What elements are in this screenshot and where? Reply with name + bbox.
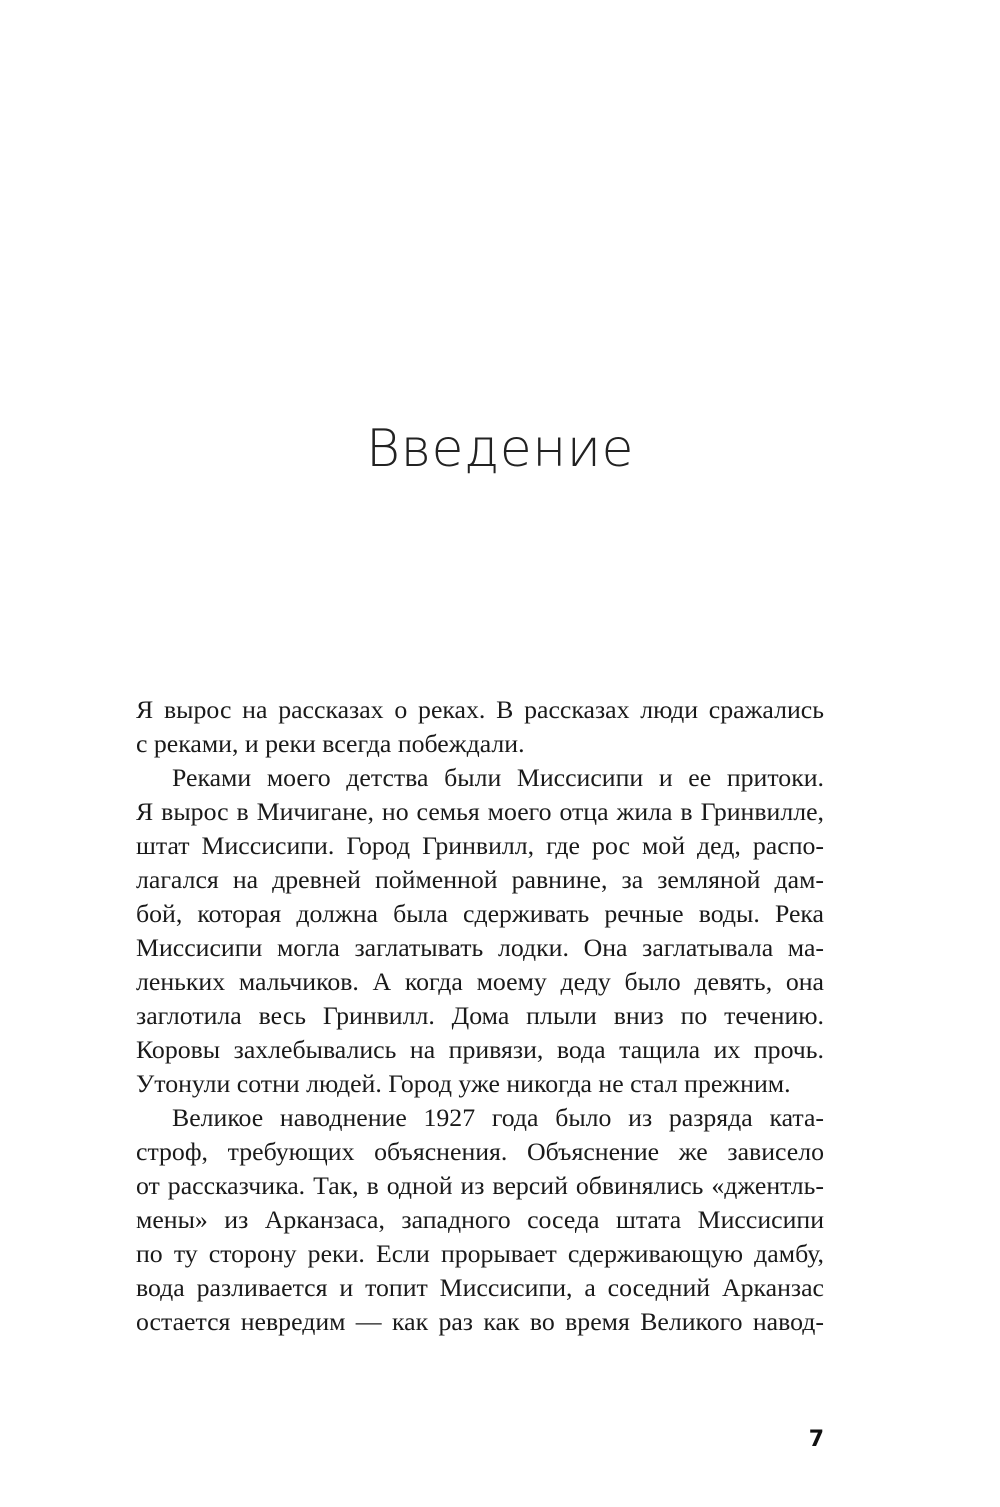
- text-line: мены» из Арканзаса, западного соседа штата Миссисипи: [136, 1205, 824, 1234]
- text-line: с реками, и реки всегда побеждали.: [136, 729, 525, 758]
- text-line: Реками моего детства были Миссисипи и ее притоки.: [172, 763, 824, 792]
- text-line: Я вырос на рассказах о реках. В рассказах люди сражались: [136, 695, 824, 724]
- text-line: леньких мальчиков. А когда моему деду было девять, она: [136, 967, 824, 996]
- text-line: бой, которая должна была сдерживать речные воды. Река: [136, 899, 824, 928]
- body-text: [136, 693, 824, 1339]
- text-line: строф, требующих объяснения. Объяснение же зависело: [136, 1137, 824, 1166]
- text-line: Коровы захлебывались на привязи, вода тащила их прочь.: [136, 1035, 824, 1064]
- text-line: остается невредим — как раз как во время Великого навод-: [136, 1307, 824, 1336]
- text-line: от рассказчика. Так, в одной из версий обвинялись «джентль-: [136, 1171, 824, 1200]
- text-line: по ту сторону реки. Если прорывает сдерживающую дамбу,: [136, 1239, 824, 1268]
- paragraph: [136, 761, 824, 1101]
- paragraph: [136, 693, 824, 761]
- text-line: Великое наводнение 1927 года было из разряда ката-: [172, 1103, 824, 1132]
- text-line: вода разливается и топит Миссисипи, а соседний Арканзас: [136, 1273, 824, 1302]
- text-line: Я вырос в Мичигане, но семья моего отца жила в Гринвилле,: [136, 797, 824, 826]
- text-line: Утонули сотни людей. Город уже никогда не стал прежним.: [136, 1069, 791, 1098]
- paragraph: [136, 1101, 824, 1339]
- text-line: штат Миссисипи. Город Гринвилл, где рос мой дед, распо-: [136, 831, 824, 860]
- text-line: заглотила весь Гринвилл. Дома плыли вниз по течению.: [136, 1001, 824, 1030]
- page-number: 7: [808, 1427, 824, 1452]
- text-line: лагался на древней пойменной равнине, за земляной дам-: [136, 865, 824, 894]
- text-line: Миссисипи могла заглатывать лодки. Она заглатывала ма-: [136, 933, 824, 962]
- chapter-title: Введение: [366, 418, 634, 479]
